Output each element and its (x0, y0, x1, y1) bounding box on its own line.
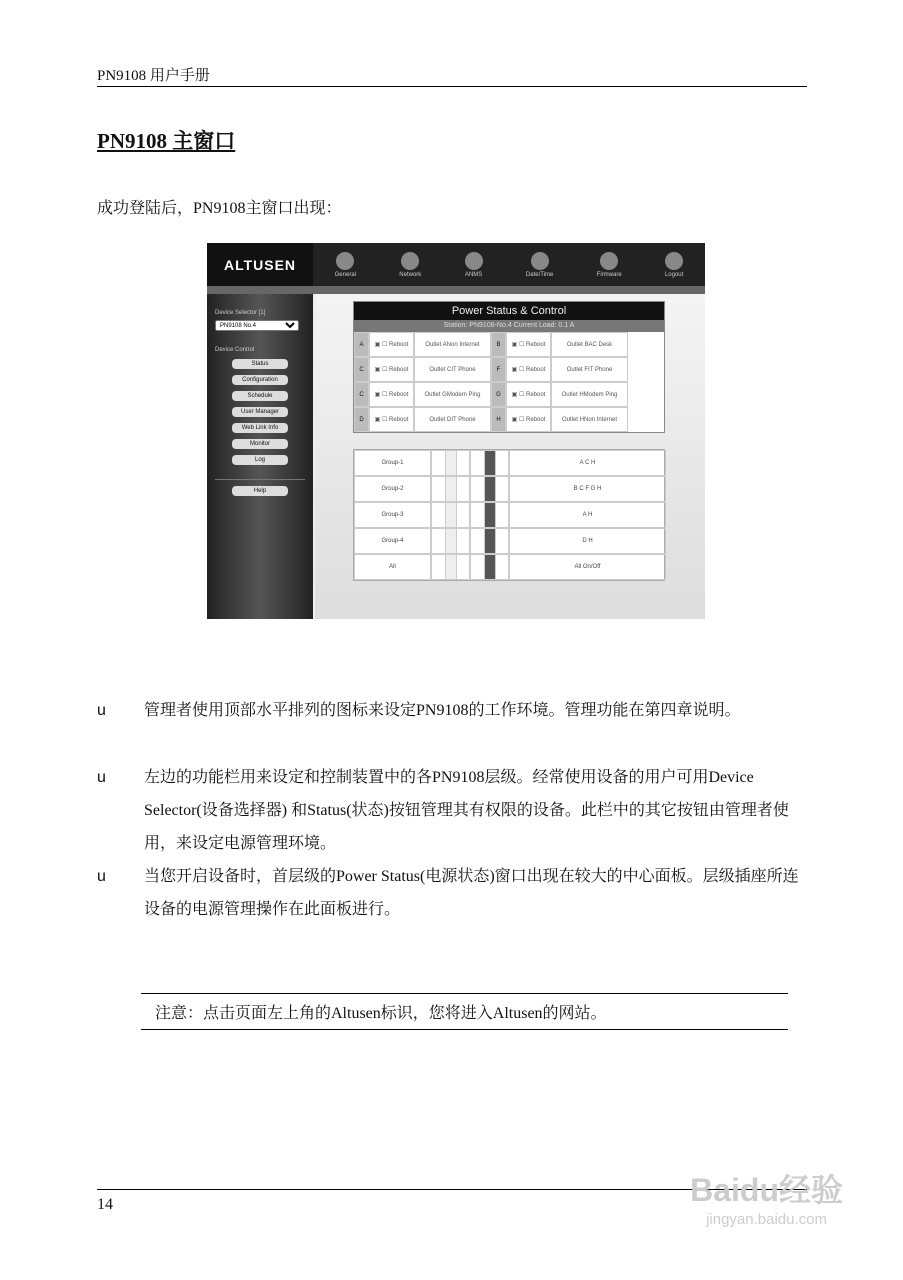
nav-icon (401, 252, 419, 270)
bullet-marker: u (97, 769, 106, 786)
group-name: Group-3 (354, 502, 431, 528)
altusen-logo[interactable]: ALTUSEN (207, 243, 313, 286)
power-on-button[interactable] (431, 502, 470, 528)
outlet-name: Outlet A (425, 341, 447, 348)
bullet-marker: u (97, 868, 106, 885)
bullet-marker: u (97, 702, 106, 719)
nav-icon (665, 252, 683, 270)
monitor-off-icon (484, 554, 496, 580)
monitor-on-icon (445, 502, 457, 528)
sidebar-button-monitor[interactable]: Monitor (232, 439, 288, 449)
nav-label: Network (399, 271, 422, 278)
outlet-info (414, 407, 491, 432)
group-name: Group-2 (354, 476, 431, 502)
power-off-button[interactable] (470, 476, 509, 502)
running-header: PN9108 用户手册 (97, 68, 210, 84)
nav-label: General (334, 271, 356, 278)
bullet-item (97, 860, 807, 926)
outlet-id: C (354, 357, 369, 382)
outlet-name: Outlet G (424, 391, 447, 398)
nav-datetime[interactable] (526, 252, 553, 278)
outlet-name: Outlet B (566, 341, 589, 348)
nav-icon (600, 252, 618, 270)
power-on-button[interactable] (431, 528, 470, 554)
reboot-checkbox-label[interactable]: Reboot (526, 366, 546, 373)
group-row (354, 528, 664, 554)
panel-title: Power Status & Control (354, 302, 664, 320)
device-selector-label: Device Selector [1] (215, 310, 266, 316)
outlet-id: B (491, 332, 506, 357)
outlet-info (414, 332, 491, 357)
monitor-on-icon (445, 450, 457, 476)
nav-icon (531, 252, 549, 270)
monitor-off-icon (484, 528, 496, 554)
outlet-info (414, 382, 491, 407)
outlet-name: Outlet D (429, 416, 452, 423)
outlet-id: A (354, 332, 369, 357)
reboot-checkbox-label[interactable]: Reboot (389, 341, 409, 348)
group-members: A C H (509, 450, 666, 476)
reboot-checkbox-label[interactable]: Reboot (526, 341, 546, 348)
watermark (690, 1165, 843, 1228)
outlet-desc: Modem Ping (583, 391, 618, 398)
nav-icons (313, 243, 705, 286)
outlet-info (551, 357, 628, 382)
device-control-label: Device Control (215, 347, 255, 353)
monitor-on-icon (445, 554, 457, 580)
group-members: A H (509, 502, 666, 528)
sidebar (207, 294, 313, 619)
bullet-item (97, 694, 807, 727)
power-off-button[interactable] (470, 502, 509, 528)
outlet-control[interactable]: ▣ ☐ Reboot (506, 382, 551, 407)
nav-label: Date/Time (525, 271, 554, 278)
nav-icon (336, 252, 354, 270)
outlet-control[interactable]: ▣ ☐ Reboot (369, 357, 414, 382)
outlet-id: D (354, 407, 369, 432)
main-panel (315, 294, 705, 619)
monitor-off-icon (484, 450, 496, 476)
outlet-name: Outlet H (561, 416, 584, 423)
power-status-panel (353, 301, 665, 433)
outlet-desc: Non Internet (583, 416, 618, 423)
group-row (354, 502, 664, 528)
top-bar (207, 243, 705, 286)
watermark-url: jingyan.baidu.com (706, 1211, 827, 1228)
outlet-desc: IT Phone (588, 366, 613, 373)
reboot-checkbox-label[interactable]: Reboot (526, 391, 546, 398)
group-row (354, 554, 664, 580)
group-table (353, 449, 665, 581)
nav-general[interactable] (335, 252, 356, 278)
reboot-checkbox-label[interactable]: Reboot (526, 416, 546, 423)
outlet-name: Outlet F (566, 366, 589, 373)
reboot-checkbox-label[interactable]: Reboot (389, 416, 409, 423)
outlet-id: H (491, 407, 506, 432)
outlet-name: Outlet C (429, 366, 452, 373)
reboot-checkbox-label[interactable]: Reboot (389, 366, 409, 373)
intro-text: 成功登陆后，PN9108主窗口出现： (97, 200, 342, 217)
divider-bar (207, 286, 705, 294)
monitor-off-icon (484, 502, 496, 528)
device-selector[interactable] (215, 320, 299, 331)
outlet-control[interactable]: ▣ ☐ Reboot (506, 407, 551, 432)
outlet-control[interactable]: ▣ ☐ Reboot (506, 357, 551, 382)
sidebar-button-configuration[interactable]: Configuration (232, 375, 288, 385)
power-off-button[interactable] (470, 528, 509, 554)
note: 注意：点击页面左上角的Altusen标识，您将进入Altusen的网站。 (141, 993, 788, 1030)
sidebar-button-user-manager[interactable]: User Manager (232, 407, 288, 417)
sidebar-button-schedule[interactable]: Schedule (232, 391, 288, 401)
outlet-id: F (491, 357, 506, 382)
help-button[interactable]: Help (232, 486, 288, 496)
sidebar-button-web-link-info[interactable]: Web Link Info (232, 423, 288, 433)
outlet-control[interactable]: ▣ ☐ Reboot (369, 332, 414, 357)
bullet-text: 管理者使用顶部水平排列的图标来设定PN9108的工作环境。管理功能在第四章说明。 (144, 702, 741, 719)
nav-label: Firmware (596, 271, 622, 278)
group-name: Group-1 (354, 450, 431, 476)
power-on-button[interactable] (431, 476, 470, 502)
nav-icon (465, 252, 483, 270)
outlet-info (414, 357, 491, 382)
monitor-off-icon (484, 476, 496, 502)
power-on-button[interactable] (431, 554, 470, 580)
outlet-desc: IT Phone (451, 416, 476, 423)
screenshot-figure (207, 243, 705, 619)
outlet-control[interactable]: ▣ ☐ Reboot (506, 332, 551, 357)
bullet-text: 左边的功能栏用来设定和控制装置中的各PN9108层级。经常使用设备的用户可用Device Selector(设备选择器) 和Status(状态)按钮管理其有权限的设备。此栏中的其它按钮由管理者使用，来设定电源管理环境。 (144, 769, 789, 852)
sidebar-button-log[interactable]: Log (232, 455, 288, 465)
outlet-name: Outlet H (561, 391, 584, 398)
watermark-text: Baidu经验 (690, 1172, 843, 1208)
section-title: PN9108 主窗口 (97, 129, 236, 153)
panel-subtitle: Station: PN9108-No.4 Current Load: 0.1 A (354, 320, 664, 332)
nav-network[interactable] (399, 252, 421, 278)
outlet-desc: Non Internet (446, 341, 480, 348)
outlet-info (551, 382, 628, 407)
monitor-on-icon (445, 476, 457, 502)
header-rule (97, 86, 807, 87)
power-on-button[interactable] (431, 450, 470, 476)
outlet-desc: AC Desk (588, 341, 613, 348)
group-members: All On/Off (509, 554, 666, 580)
outlet-desc: Modem Ping (446, 391, 481, 398)
nav-firmware[interactable] (597, 252, 622, 278)
outlet-control[interactable]: ▣ ☐ Reboot (369, 382, 414, 407)
outlet-info (551, 407, 628, 432)
nav-anms[interactable] (465, 252, 483, 278)
nav-label: Logout (664, 271, 684, 278)
monitor-on-icon (445, 528, 457, 554)
group-members: D H (509, 528, 666, 554)
reboot-checkbox-label[interactable]: Reboot (389, 391, 409, 398)
group-members: B C F G H (509, 476, 666, 502)
bullet-item (97, 761, 807, 860)
nav-logout[interactable] (665, 252, 683, 278)
group-name: All (354, 554, 431, 580)
power-off-button[interactable] (470, 554, 509, 580)
bullet-text: 当您开启设备时，首层级的Power Status(电源状态)窗口出现在较大的中心面板。层级插座所连设备的电源管理操作在此面板进行。 (144, 868, 799, 918)
outlet-desc: IT Phone (451, 366, 476, 373)
outlet-id: G (491, 382, 506, 407)
group-row (354, 476, 664, 502)
nav-label: ANMS (464, 271, 483, 278)
power-off-button[interactable] (470, 450, 509, 476)
sidebar-button-status[interactable]: Status (232, 359, 288, 369)
outlet-info (551, 332, 628, 357)
group-name: Group-4 (354, 528, 431, 554)
outlet-control[interactable]: ▣ ☐ Reboot (369, 407, 414, 432)
page-number: 14 (97, 1196, 113, 1213)
outlet-id: C (354, 382, 369, 407)
group-row (354, 450, 664, 476)
